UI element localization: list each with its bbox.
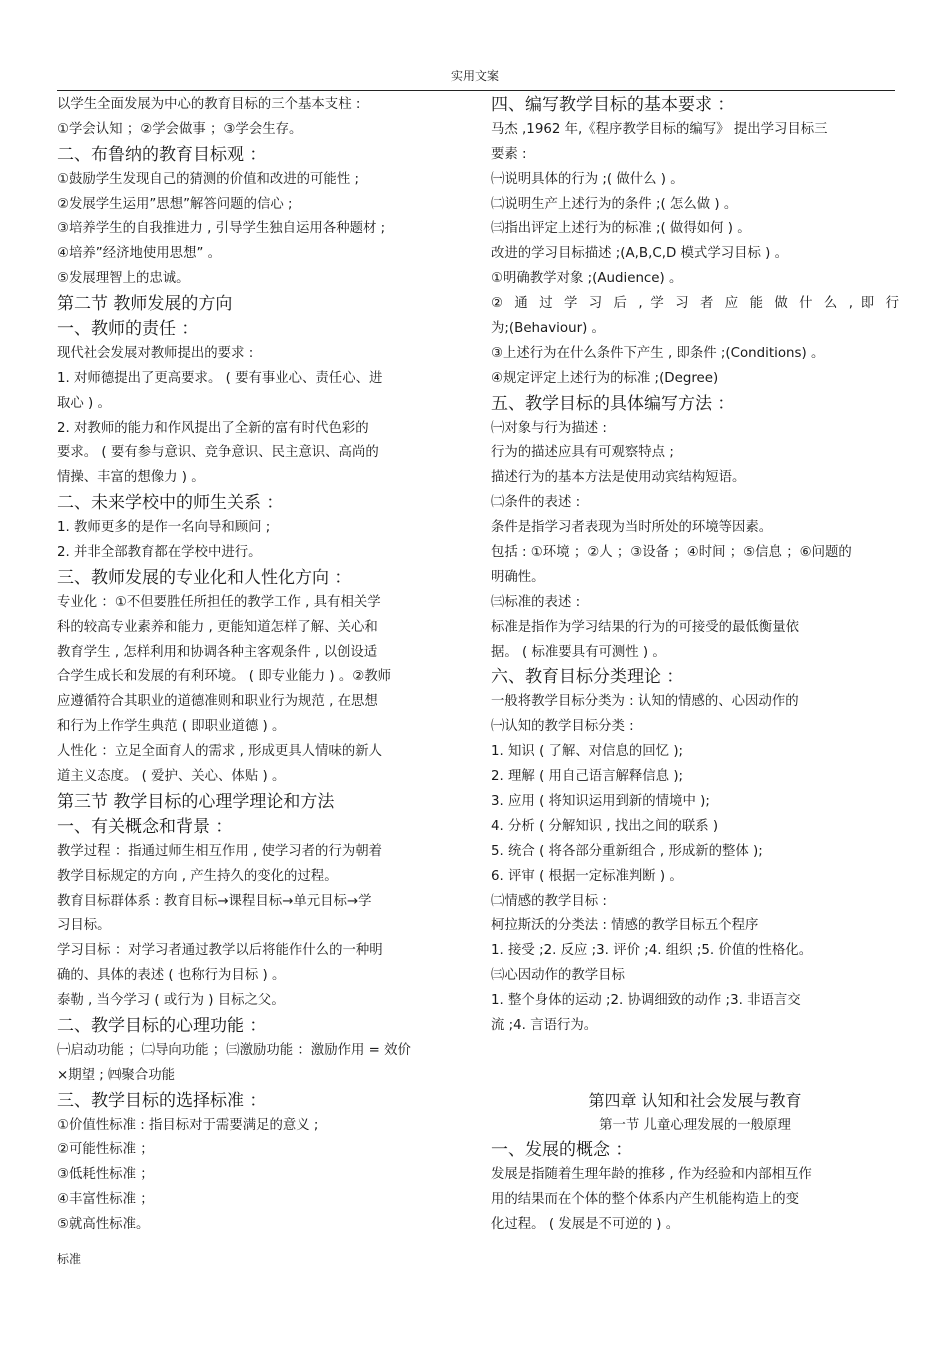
text-line: 科的较高专业素养和能力 , 更能知道怎样了解、关心和 — [57, 619, 378, 635]
text-line: 包括 : ①环境 ；②人 ；③设备 ；④时间 ；⑤信息 ；⑥问题的 — [491, 545, 852, 561]
text-line: ③低耗性标准 ； — [57, 1167, 154, 1183]
text-line: ㈠对象与行为描述 : — [491, 420, 607, 436]
text-line: 以学生全面发展为中心的教育目标的三个基本支柱 : — [57, 97, 361, 112]
text-line: 化过程。 ( 发展是不可逆的 ) 。 — [491, 1217, 680, 1233]
text-line: ①鼓励学生发现自己的猜测的价值和改进的可能性 ; — [57, 171, 359, 187]
text-line: ㈠启动功能 ；㈡导向功能 ；㈢激励功能 ：激励作用 = 效价 — [57, 1042, 411, 1058]
text-line: 教学过程 ：指通过师生相互作用 , 使学习者的行为朝着 — [57, 843, 383, 859]
section-heading: 一、有关概念和背景 ： — [57, 816, 233, 837]
text-line: 教育学生 , 怎样利用和协调各种主客观条件 , 以创设适 — [57, 644, 378, 660]
text-line: 据。 ( 标准要具有可测性 ) 。 — [491, 644, 666, 660]
text-line: 标准是指作为学习结果的行为的可接受的最低衡量依 — [491, 619, 799, 635]
text-line: 1. 知识 ( 了解、对信息的回忆 ); — [491, 744, 684, 760]
text-line: ④培养”经济地使用思想” 。 — [57, 246, 222, 262]
text-line: 现代社会发展对教师提出的要求 : — [57, 345, 254, 361]
section-heading: 三、教学目标的选择标准 ： — [57, 1090, 267, 1111]
text-line: 明确性。 — [491, 569, 545, 585]
text-line: 学习目标 ：对学习者通过教学以后将能作什么的一种明 — [57, 943, 383, 959]
chapter-title: 第四章 认知和社会发展与教育 — [588, 1090, 802, 1110]
text-line: 柯拉斯沃的分类法 : 情感的教学目标五个程序 — [491, 918, 759, 934]
text-line: 5. 统合 ( 将各部分重新组合 , 形成新的整体 ); — [491, 843, 763, 859]
text-line: ③上述行为在什么条件下产生 , 即条件 ;(Conditions) 。 — [491, 345, 825, 361]
page-footer: 标准 — [57, 1252, 82, 1266]
text-line: 马杰 ,1962 年,《程序教学目标的编写》 提出学习目标三 — [491, 121, 828, 137]
text-line: 改进的学习目标描述 ;(A,B,C,D 模式学习目标 ) 。 — [491, 246, 789, 262]
text-line: ×期望 ; ㈣聚合功能 — [57, 1067, 175, 1083]
subsection-title: 第三节 教学目标的心理学理论和方法 — [57, 791, 335, 812]
text-line: 合学生成长和发展的有利环境。 ( 即专业能力 ) 。②教师 — [57, 669, 392, 685]
text-line: 1. 整个身体的运动 ;2. 协调细致的动作 ;3. 非语言交 — [491, 993, 801, 1009]
section-heading: 三、教师发展的专业化和人性化方向 ： — [57, 567, 352, 588]
text-line: 教学目标规定的方向 , 产生持久的变化的过程。 — [57, 868, 338, 884]
text-line: 1. 教师更多的是作一名向导和顾问 ; — [57, 520, 271, 536]
section-heading: 五、教学目标的具体编写方法 ： — [491, 393, 735, 414]
text-line: ② 通 过 学 习 后 , 学 习 者 应 能 做 什 么 , 即 行 — [491, 296, 899, 312]
text-line: ㈠说明具体的行为 ;( 做什么 ) 。 — [491, 171, 684, 187]
text-line: 为;(Behaviour) 。 — [491, 321, 605, 337]
text-line: ㈢指出评定上述行为的标准 ;( 做得如何 ) 。 — [491, 221, 751, 237]
text-line: 泰勒 , 当今学习 ( 或行为 ) 目标之父。 — [57, 993, 285, 1009]
text-line: 确的、具体的表述 ( 也称行为目标 ) 。 — [57, 968, 286, 984]
subsection-title: 第一节 儿童心理发展的一般原理 — [599, 1117, 791, 1133]
text-line: ①价值性标准 : 指目标对于需要满足的意义 ; — [57, 1117, 319, 1133]
text-line: 条件是指学习者表现为当时所处的环境等因素。 — [491, 520, 773, 536]
text-line: 一般将教学目标分类为 : 认知的情感的、心因动作的 — [491, 694, 799, 710]
text-line: 行为的描述应具有可观察特点 ; — [491, 445, 674, 461]
spacer — [491, 1064, 899, 1089]
text-line: 情操、丰富的想像力 ) 。 — [57, 470, 205, 486]
text-line: 要素 : — [491, 146, 527, 162]
text-line: 道主义态度。 ( 爱护、关心、体贴 ) 。 — [57, 769, 286, 785]
spacer — [491, 1039, 899, 1064]
section-heading: 二、未来学校中的师生关系 ： — [57, 493, 284, 514]
header-rule — [57, 90, 895, 91]
text-line: 1. 对师德提出了更高要求。 ( 要有事业心、责任心、进 — [57, 370, 383, 386]
section-heading: 六、教育目标分类理论 ： — [491, 667, 684, 688]
text-line: 专业化 ：①不但要胜任所担任的教学工作 , 具有相关学 — [57, 594, 381, 610]
text-line: ①明确教学对象 ;(Audience) 。 — [491, 271, 683, 287]
subsection-title: 第二节 教师发展的方向 — [57, 294, 233, 315]
text-line: 发展是指随着生理年龄的推移 , 作为经验和内部相互作 — [491, 1167, 812, 1183]
text-line: ㈢标准的表述 : — [491, 594, 581, 610]
text-line: 和行为上作学生典范 ( 即职业道德 ) 。 — [57, 719, 286, 735]
text-line: ②可能性标准 ； — [57, 1142, 154, 1158]
right-column — [491, 93, 899, 1238]
text-line: ④丰富性标准 ； — [57, 1192, 154, 1208]
text-line: 教育目标群体系 : 教育目标→课程目标→单元目标→学 — [57, 893, 372, 909]
text-line: 4. 分析 ( 分解知识 , 找出之间的联系 ) — [491, 818, 719, 834]
text-line: ㈠认知的教学目标分类 : — [491, 719, 634, 735]
section-heading: 二、教学目标的心理功能 ： — [57, 1015, 267, 1036]
text-line: 流 ;4. 言语行为。 — [491, 1017, 598, 1033]
text-line: 习目标。 — [57, 918, 111, 934]
text-line: ③培养学生的自我推进力 , 引导学生独自运用各种题材 ; — [57, 221, 386, 237]
section-heading: 一、教师的责任 ： — [57, 319, 199, 340]
text-line: 1. 接受 ;2. 反应 ;3. 评价 ;4. 组织 ;5. 价值的性格化。 — [491, 943, 813, 959]
text-line: 描述行为的基本方法是使用动宾结构短语。 — [491, 470, 746, 486]
text-line: 要求。 ( 要有参与意识、竞争意识、民主意识、高尚的 — [57, 445, 379, 461]
text-line: ②发展学生运用”思想”解答问题的信心 ; — [57, 196, 293, 212]
left-column — [57, 93, 465, 1238]
text-line: 人性化 ：立足全面育人的需求 , 形成更具人情味的新人 — [57, 744, 383, 760]
text-line: ㈡情感的教学目标 : — [491, 893, 607, 909]
text-line: ⑤就高性标准。 — [57, 1217, 150, 1233]
page-header: 实用文案 — [450, 69, 499, 83]
section-heading: 四、编写教学目标的基本要求 ： — [491, 95, 735, 115]
text-line: ①学会认知 ；②学会做事 ；③学会生存。 — [57, 121, 303, 137]
text-line: ㈡条件的表述 : — [491, 495, 581, 511]
text-line: 取心 ) 。 — [57, 395, 111, 411]
section-heading: 一、发展的概念 ： — [491, 1140, 633, 1161]
text-line: ④规定评定上述行为的标准 ;(Degree) — [491, 370, 719, 386]
text-line: 3. 应用 ( 将知识运用到新的情境中 ); — [491, 793, 710, 809]
text-line: 2. 并非全部教育都在学校中进行。 — [57, 545, 262, 561]
text-line: 用的结果而在个体的整个体系内产生机能构造上的变 — [491, 1192, 799, 1208]
text-line: 应遵循符合其职业的道德准则和职业行为规范 , 在思想 — [57, 694, 378, 710]
text-line: ㈢心因动作的教学目标 — [491, 968, 625, 984]
text-line: 2. 对教师的能力和作风提出了全新的富有时代色彩的 — [57, 420, 369, 436]
text-line: ⑤发展理智上的忠诚。 — [57, 271, 190, 287]
text-line: ㈡说明生产上述行为的条件 ;( 怎么做 ) 。 — [491, 196, 738, 212]
text-line: 2. 理解 ( 用自己语言解释信息 ); — [491, 769, 684, 785]
section-heading: 二、布鲁纳的教育目标观 ： — [57, 144, 267, 165]
text-line: 6. 评审 ( 根据一定标准判断 ) 。 — [491, 868, 683, 884]
